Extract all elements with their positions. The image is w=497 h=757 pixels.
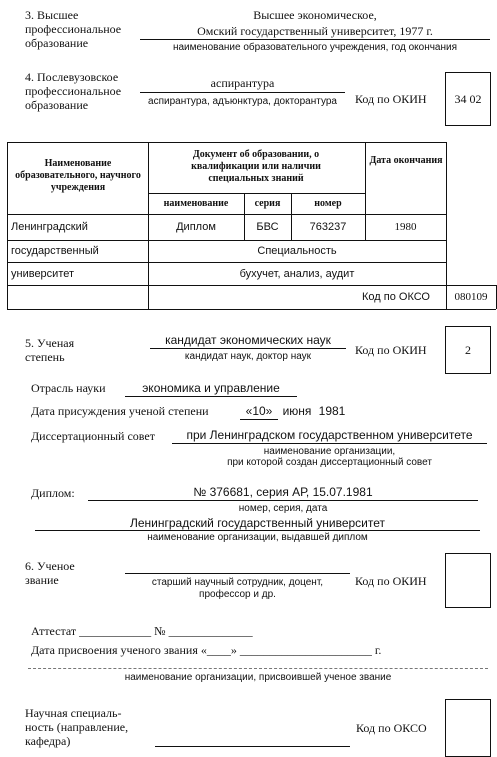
underline [88,500,478,501]
okso-code-label: Код по ОКСО [362,291,430,303]
okin-code-label: Код по ОКИН [355,343,427,357]
underline [35,530,480,531]
okin-code-label: Код по ОКИН [355,92,427,106]
certificate-line: Аттестат ____________ № ______________ [31,624,253,638]
diploma-org-caption: наименование организации, выдавшей диплом [147,532,368,543]
diploma-org-value: Ленинградский государственный университет [129,516,386,530]
okin-code-label: Код по ОКИН [355,574,427,588]
underline [125,573,350,574]
diploma-value: № 376681, серия АР, 15.07.1981 [193,485,373,499]
underline [155,746,350,747]
branch-label: Отрасль науки [31,381,106,395]
degree-date-month: июня [282,404,312,418]
title-caption-1: старший научный сотрудник, доцент, [151,577,324,588]
diploma-label: Диплом: [31,486,75,500]
degree-date-year: 1981 [318,404,346,418]
underline [140,92,345,93]
okin-code-box [445,326,491,374]
okso-code-label-2: Код по ОКСО [356,721,427,735]
section-4-label: 4. Послевузовское профессиональное образование [25,70,122,112]
table-cell-specialty-label: Специальность [257,245,337,257]
degree-date-day: «10» [245,404,273,418]
branch-value: экономика и управление [142,381,280,395]
dashed-underline [28,668,488,669]
higher-education-caption: наименование образовательного учреждения, год окончания [172,42,458,53]
diploma-caption: номер, серия, дата [238,503,328,514]
title-caption-2: профессор и др. [199,589,276,600]
section-6-label: 6. Ученое звание [25,559,75,587]
underline [240,419,278,420]
sub-header-name: наименование [163,198,229,209]
col-header-date: Дата окончания [369,155,443,166]
degree-caption: кандидат наук, доктор наук [184,351,312,362]
underline [150,348,346,349]
council-label: Диссертационный совет [31,429,155,443]
okin-code-box [445,72,491,126]
underline [140,39,490,40]
table-cell-date: 1980 [394,221,417,233]
table-row-institution: государственный [11,245,99,257]
sub-header-series: серия [254,198,281,209]
okin-code-value: 2 [465,343,471,357]
table-cell-specialty-value: бухучет, анализ, аудит [239,268,355,280]
col-header-document: Документ об образовании, о квалификации или наличии специальных знаний [191,149,321,184]
degree-value: кандидат экономических наук [165,333,331,347]
underline [125,396,297,397]
higher-education-type: Высшее экономическое, [253,8,377,22]
sub-header-number: номер [314,198,342,209]
section-3-label: 3. Высшее профессиональное образование [25,8,122,50]
table-row-institution: Ленинградский [11,221,88,233]
underline [172,443,487,444]
okso-code-box-empty [445,699,491,757]
table-cell-number: 763237 [309,221,347,233]
council-caption-2: при которой создан диссертационный совет [227,457,432,468]
table-cell-series: БВС [256,221,279,233]
table-cell-doc-name: Диплом [176,221,216,233]
title-date-line: Дата присвоения ученого звания «____» ______________________ г. [31,643,382,657]
degree-date-label: Дата присуждения ученой степени [31,404,209,418]
col-header-institution: Наименование образовательного, научного учреждения [15,158,141,193]
table-row-institution: университет [11,268,75,280]
higher-education-university: Омский государственный университет, 1977 г. [197,24,433,38]
okso-code-value: 080109 [454,291,488,303]
council-caption-1: наименование организации, [263,446,396,457]
okin-code-value: 34 02 [454,92,482,106]
section-7-label: Научная специаль- ность (направление, кафедра) [25,706,129,748]
postgrad-value: аспирантура [210,76,275,90]
okin-code-box-empty [445,553,491,608]
council-value: при Ленинградском государственном университете [186,428,473,442]
postgrad-caption: аспирантура, адъюнктура, докторантура [148,96,337,107]
section-5-label: 5. Ученая степень [25,336,75,364]
title-org-caption: наименование организации, присвоившей ученое звание [124,672,392,683]
